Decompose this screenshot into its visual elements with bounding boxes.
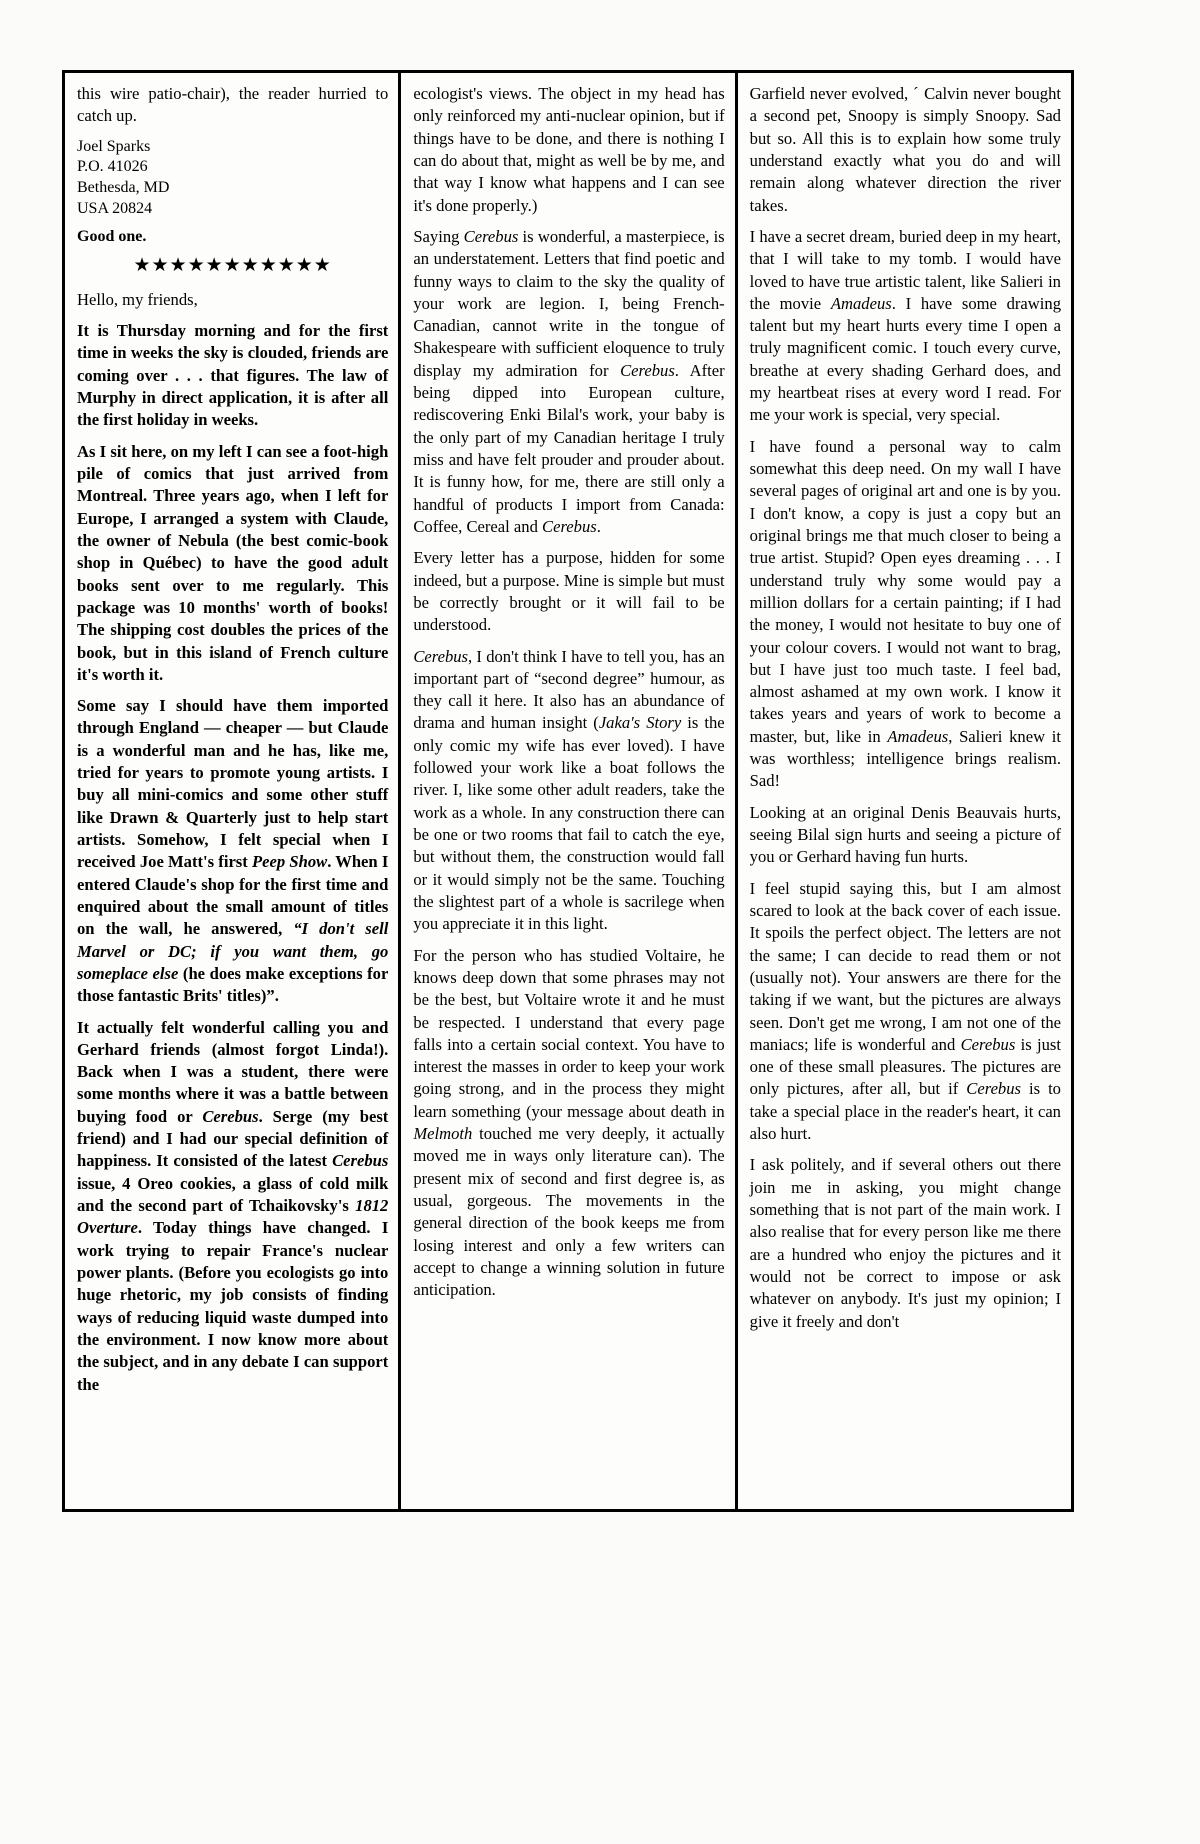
col2-paragraph-5: For the person who has studied Voltaire, he knows deep down that some phrases may not be the best, but Voltaire wrote it and he must be respected. I understand that every page falls into a certain social context. You have to interest the masses in order to keep your work going strong, and in the process they might learn something (your message about death in Melmoth touched me very deeply, it actually moved me in ways only literature can). The present mix of second and first degree is, as usual, gorgeous. The movements in the general direction of the book keeps me from losing interest and only a few writers can accept to change a winning solution in future anticipation.: [413, 945, 725, 1300]
italic-emphasis: Amadeus: [830, 293, 892, 313]
signature-line-4: USA 20824: [77, 200, 153, 218]
italic-emphasis: Peep Show: [252, 852, 328, 872]
signature-line-3: Bethesda, MD: [77, 179, 170, 197]
col2-paragraph-2: Saying Cerebus is wonderful, a masterpiece, is an understatement. Letters that find poetic and funny ways to claim to the sky the quality of your work are legion. I, being French-Canadian, cannot write in the tongue of Shakespeare with sufficient eloquence to truly display my admiration for Cerebus. After being dipped into European culture, rediscovering Enki Bilal's work, your baby is the only part of my Canadian heritage I truly miss and have felt prouder and prouder about. It is funny how, for me, there are still only a handful of products I import from Canada: Coffee, Cereal and Cerebus.: [413, 226, 725, 536]
col3-paragraph-2: I have a secret dream, buried deep in my heart, that I will take to my tomb. I would have loved to have true artistic talent, like Salieri in the movie Amadeus. I have some drawing talent but my heart hurts every time I open a truly magnificent comic. I touch every curve, breathe at every shading Gerhard does, and my heartbeat rises at every word I read. For me your work is special, very special.: [749, 226, 1061, 425]
italic-emphasis: “I don't sell Marvel or DC; if you want them, go someplace else: [77, 919, 389, 983]
col2-paragraph-4: Cerebus, I don't think I have to tell you, has an important part of “second degree” humour, as they call it here. It also has an abundance of drama and human insight (Jaka's Story is the only comic my wife has ever loved). I have followed your work like a boat follows the river. I, like some other adult readers, take the work as a whole. In any construction there can be one or two rooms that fail to catch the eye, but without them, the construction would fall or it would simply not be the same. Touching the slightest part of a whole is sacrilege when you appreciate it in this light.: [413, 646, 725, 934]
text-column-1: [65, 73, 398, 1509]
col3-paragraph-4: Looking at an original Denis Beauvais hurts, seeing Bilal sign hurts and seeing a picture of you or Gerhard having fun hurts.: [749, 802, 1061, 867]
italic-emphasis: Cerebus: [542, 516, 597, 536]
star-divider: ★★★★★★★★★★★: [133, 253, 332, 276]
signature-name: Joel Sparks: [77, 137, 151, 155]
italic-emphasis: Jaka's Story: [598, 713, 682, 733]
editor-reply: Good one.: [77, 227, 147, 245]
col1-paragraph-4: It actually felt wonderful calling you and Gerhard friends (almost forgot Linda!). Back when I was a student, there were some months where it was a battle between buying food or Cerebus. Serge (my best friend) and I had our special definition of happiness. It consisted of the latest Cerebus issue, 4 Oreo cookies, a glass of cold milk and the second part of Tchaikovsky's 1812 Overture. Today things have changed. I work trying to repair France's nuclear power plants. (Before you ecologists go into huge rhetoric, my job consists of finding ways of reducing liquid waste dumped into the environment. I now know more about the subject, and in any debate I can support the: [77, 1017, 389, 1394]
col3-paragraph-6: I ask politely, and if several others out there join me in asking, you might change something that is not part of the main work. I also realise that for every person like me there are a hundred who enjoy the pictures and it would not be correct to impose or ask whatever on anybody. It's just my opinion; I give it freely and don't: [749, 1155, 1061, 1331]
col3-paragraph-3: I have found a personal way to calm somewhat this deep need. On my wall I have several pages of original art and one is by you. I don't know, a copy is just a copy but an original brings me that much closer to being a true artist. Stupid? Open eyes dreaming . . . I understand truly why some would pay a million dollars for a certain painting; if I had the money, I would not hesitate to buy one of your colour covers. I would not want to brag, but I have just too much taste. I feel bad, almost ashamed at my own work. I know it takes years and years of work to become a master, but, like in Amadeus, Salieri knew it was worthless; intelligence brings realism. Sad!: [749, 436, 1061, 791]
col1-paragraph-1: It is Thursday morning and for the first time in weeks the sky is clouded, friends are coming over . . . that figures. The law of Murphy in direct application, it is after all the first holiday in weeks.: [77, 321, 389, 430]
italic-emphasis: Cerebus: [332, 1151, 389, 1171]
italic-emphasis: 1812 Overture: [77, 1196, 389, 1238]
italic-emphasis: Cerebus: [960, 1034, 1016, 1054]
italic-emphasis: Cerebus: [966, 1079, 1021, 1099]
text-column-3: [738, 73, 1071, 1509]
italic-emphasis: Amadeus: [887, 726, 949, 746]
col2-paragraph-3: Every letter has a purpose, hidden for some indeed, but a purpose. Mine is simple but must be correctly brought or it will fail to be understood.: [413, 548, 725, 635]
letter-signature-block: [77, 137, 388, 220]
col1-paragraph-3: Some say I should have them imported through England — cheaper — but Claude is a wonderful man and he has, like me, tried for years to promote young artists. I buy all mini-comics and some other stuff like Drawn & Quarterly just to help start artists. Somehow, I felt special when I received Joe Matt's first Peep Show. When I entered Claude's shop for the first time and enquired about the small amount of titles on the wall, he answered, “I don't sell Marvel or DC; if you want them, go someplace else (he does make exceptions for those fantastic Brits' titles)”.: [77, 696, 389, 1006]
col2-paragraph-1: ecologist's views. The object in my head has only reinforced my anti-nuclear opinion, but if things have to be done, and there is nothing I can do about that, might as well be by me, and that way I know what happens and I can see it's done properly.): [413, 84, 725, 215]
italic-emphasis: Melmoth: [413, 1124, 473, 1144]
col1-paragraph-2: As I sit here, on my left I can see a foot-high pile of comics that just arrived from Montreal. Three years ago, when I left for Europe, I arranged a system with Claude, the owner of Nebula (the best comic-book shop in Québec) to have the good adult books sent over to me regularly. This package was 10 months' worth of books! The shipping cost doubles the prices of the book, but in this island of French culture it's worth it.: [77, 441, 389, 684]
italic-emphasis: Cerebus: [202, 1106, 259, 1126]
letter-tail-paragraph: this wire patio-chair), the reader hurried to catch up.: [77, 84, 389, 126]
col3-paragraph-1: Garfield never evolved, ˊ Calvin never bought a second pet, Snoopy is simply Snoopy. Sad but so. All this is to explain how some truly understand exactly what you do and will remain along whatever direction the river takes.: [749, 84, 1061, 215]
italic-emphasis: Cerebus: [463, 226, 519, 246]
italic-emphasis: Cerebus: [620, 360, 675, 380]
letter-greeting: Hello, my friends,: [77, 289, 198, 309]
letters-page-frame: [62, 70, 1074, 1512]
col3-paragraph-5: I feel stupid saying this, but I am almost scared to look at the back cover of each issue. It spoils the perfect object. The letters are not the same; I can decide to read them or not (usually not). Your answers are there for the taking if we want, but the pictures are always seen. Don't get me wrong, I am not one of the maniacs; life is wonderful and Cerebus is just one of these small pleasures. The pictures are only pictures, after all, but if Cerebus is to take a special place in the reader's heart, it can also hurt.: [749, 878, 1061, 1144]
italic-emphasis: Cerebus: [413, 646, 469, 666]
signature-line-2: P.O. 41026: [77, 158, 148, 176]
text-column-2: [401, 73, 734, 1509]
